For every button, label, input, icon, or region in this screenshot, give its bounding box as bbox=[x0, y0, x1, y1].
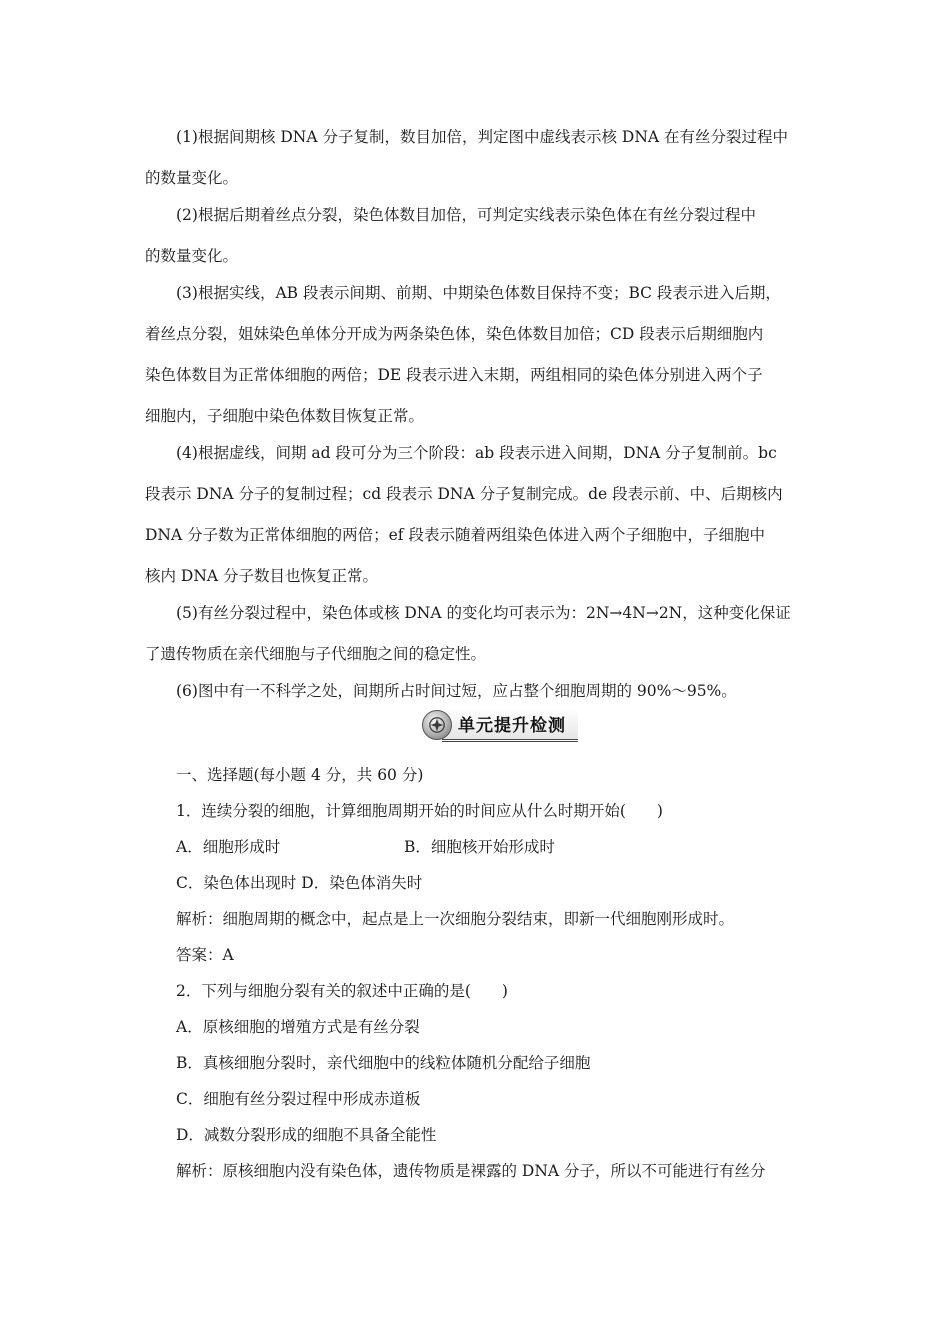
section-heading-choice: 一、选择题(每小题 4 分，共 60 分) bbox=[176, 766, 424, 784]
analysis-item-4-line-4: 核内 DNA 分子数目也恢复正常。 bbox=[145, 567, 379, 585]
question-1-answer: 答案：A bbox=[176, 946, 234, 964]
question-1-option-b: B．细胞核开始形成时 bbox=[404, 838, 555, 856]
question-2-option-d: D．减数分裂形成的细胞不具备全能性 bbox=[176, 1126, 437, 1144]
section-title: 单元提升检测 bbox=[442, 708, 578, 742]
analysis-item-2-line-1: (2)根据后期着丝点分裂，染色体数目加倍，可判定实线表示染色体在有丝分裂过程中 bbox=[176, 206, 756, 224]
analysis-item-5-line-1: (5)有丝分裂过程中，染色体或核 DNA 的变化均可表示为：2N→4N→2N，这种变化保证 bbox=[176, 604, 791, 622]
analysis-item-3-line-1: (3)根据实线，AB 段表示间期、前期、中期染色体数目保持不变；BC 段表示进入后期， bbox=[176, 284, 781, 302]
analysis-item-4-line-1: (4)根据虚线，间期 ad 段可分为三个阶段：ab 段表示进入间期，DNA 分子复制前。bc bbox=[176, 444, 777, 462]
question-1-analysis: 解析：细胞周期的概念中，起点是上一次细胞分裂结束，即新一代细胞刚形成时。 bbox=[176, 910, 735, 928]
analysis-item-1-line-1: (1)根据间期核 DNA 分子复制，数目加倍，判定图中虚线表示核 DNA 在有丝分裂过程中 bbox=[176, 128, 789, 146]
badge-emblem-icon bbox=[422, 710, 452, 740]
question-1-options-cd: C．染色体出现时 D．染色体消失时 bbox=[176, 874, 423, 892]
question-2-option-b: B．真核细胞分裂时，亲代细胞中的线粒体随机分配给子细胞 bbox=[176, 1054, 591, 1072]
question-1-option-a: A．细胞形成时 bbox=[176, 838, 281, 856]
analysis-item-1-line-2: 的数量变化。 bbox=[145, 169, 239, 187]
section-badge bbox=[422, 709, 600, 741]
question-1-stem: 1．连续分裂的细胞，计算细胞周期开始的时间应从什么时期开始( ) bbox=[176, 802, 663, 820]
analysis-item-2-line-2: 的数量变化。 bbox=[145, 247, 239, 265]
question-2-stem: 2．下列与细胞分裂有关的叙述中正确的是( ) bbox=[176, 982, 508, 1000]
analysis-item-3-line-3: 染色体数目为正常体细胞的两倍；DE 段表示进入末期，两组相同的染色体分别进入两个子 bbox=[145, 366, 763, 384]
question-2-analysis: 解析：原核细胞内没有染色体，遗传物质是裸露的 DNA 分子，所以不可能进行有丝分 bbox=[176, 1162, 766, 1180]
analysis-item-5-line-2: 了遗传物质在亲代细胞与子代细胞之间的稳定性。 bbox=[145, 645, 487, 663]
analysis-item-6-line-1: (6)图中有一不科学之处，间期所占时间过短，应占整个细胞周期的 90%～95%。 bbox=[176, 682, 737, 700]
analysis-item-4-line-2: 段表示 DNA 分子的复制过程；cd 段表示 DNA 分子复制完成。de 段表示前、中、后期核内 bbox=[145, 485, 783, 503]
analysis-item-3-line-2: 着丝点分裂，姐妹染色单体分开成为两条染色体，染色体数目加倍；CD 段表示后期细胞内 bbox=[145, 325, 764, 343]
question-2-option-a: A．原核细胞的增殖方式是有丝分裂 bbox=[176, 1018, 420, 1036]
analysis-item-4-line-3: DNA 分子数为正常体细胞的两倍；ef 段表示随着两组染色体进入两个子细胞中，子细胞中 bbox=[145, 526, 765, 544]
analysis-item-3-line-4: 细胞内，子细胞中染色体数目恢复正常。 bbox=[145, 407, 425, 425]
question-2-option-c: C．细胞有丝分裂过程中形成赤道板 bbox=[176, 1090, 421, 1108]
